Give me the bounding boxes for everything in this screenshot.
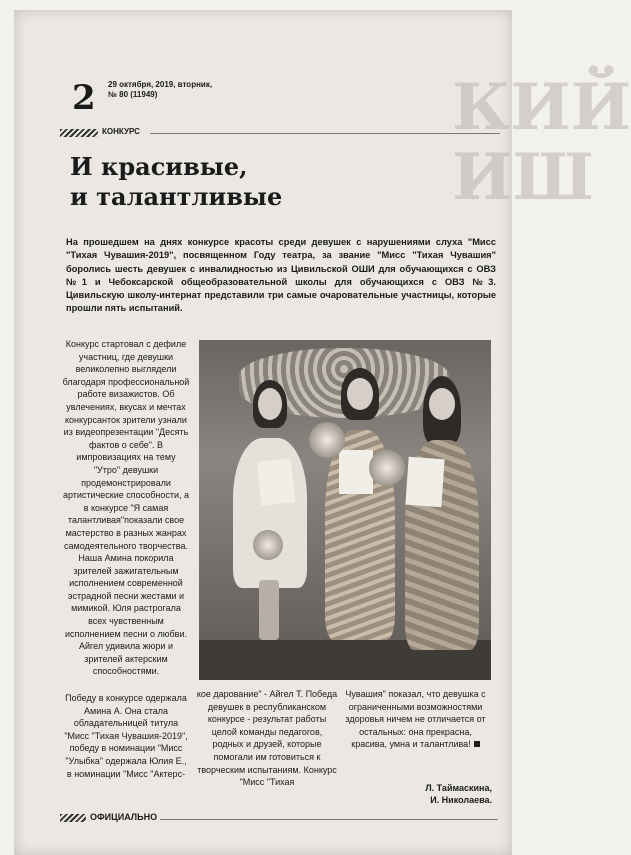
rubric-label: КОНКУРС <box>102 127 140 136</box>
bouquet-3 <box>369 450 405 486</box>
issue-number: № 80 (11949) <box>108 90 158 99</box>
contestants-photo <box>199 340 491 680</box>
face <box>429 388 455 420</box>
background-headline-fragment: КИЙ ИШ <box>452 70 631 215</box>
headline-line-2: и талантливые <box>70 182 283 211</box>
rubric-rule <box>150 133 500 134</box>
article-column-1: Конкурс стартовал с дефиле участниц, где девушки великолепно выглядели благодаря профессиональной работе визажистов. Об увлечениях, вкусах и мечтах конкурсанток зрители узнали из видеопрезентации "Десять фактов о себе". В импровизациях на тему "Утро" девушки продемонстрировали артистические способности, а в конкурсе "Я самая талантливая"показали свое мастерство в разных жанрах самодеятельного творчества. Наша Амина покорила зрителей зажигательным исполнением современной эстрадной песни жестами и мимикой. Юля растрогала всех чувственным исполнением песни о любви. Айгел удивила жюри и зрителей актерским способностями. <box>62 339 190 677</box>
article-column-3 <box>343 688 488 751</box>
article-authors <box>56 782 492 806</box>
certificate-3 <box>405 457 444 507</box>
footer-rubric-label: ОФИЦИАЛЬНО <box>90 812 158 822</box>
certificate-2 <box>339 450 373 494</box>
next-rubric-header <box>60 810 498 826</box>
face <box>347 378 373 410</box>
contestant-figure-2 <box>319 368 399 648</box>
bouquet-2 <box>309 422 345 458</box>
dateline <box>108 80 212 100</box>
article-lead: На прошедшем на днях конкурсе красоты среди девушек с нарушениями слуха "Мисс "Тихая Чувашия-2019", посвященном Году театра, за звание "Мисс "Тихая Чувашия" боролись шесть девушек с инвалидностью из Цивильской ОШИ для обучающихся с ОВЗ №1 и Чебоксарской общеобразовательной школы для обучающихся с ОВЗ №3. Цивильскую школу-интернат представили три самые очаровательные участницы, которые прошли пять испытаний. <box>66 237 496 314</box>
author-2: И. Николаева. <box>430 795 492 805</box>
article-column-1-continued: Победу в конкурсе одержала Амина А. Она стала обладательницей титула "Мисс "Тихая Чувашия-2019", победу в номинации "Мисс "Улыбка" одержала Юлия Е., в номинации "Мисс "Актерс- <box>64 693 188 779</box>
certificate-1 <box>257 458 295 505</box>
contestant-figure-1 <box>229 380 309 640</box>
face <box>258 388 282 420</box>
rubric-header <box>60 127 500 139</box>
footer-stripes <box>60 814 86 822</box>
legs <box>259 580 279 640</box>
headline-line-1: И красивые, <box>70 152 248 181</box>
rubric-stripes <box>60 129 98 137</box>
column-3-text: Чувашия" показал, что девушка с ограниченными возможностями здоровья ничем не отличается от остальных: она прекрасна, красива, умна и талантлива! <box>345 689 486 750</box>
issue-date: 29 октября, 2019, вторник, <box>108 80 213 89</box>
contestant-figure-3 <box>399 376 483 656</box>
article-column-2: кое дарование" - Айгел Т. Победа девушек в республиканском конкурсе - результат работы целой команды педагогов, родных и друзей, которые помогали им готовиться к творческим испытаниям. Конкурс "Мисс "Тихая <box>196 689 338 788</box>
end-mark <box>474 741 480 747</box>
bouquet-1 <box>253 530 283 560</box>
author-1: Л. Таймаскина, <box>425 783 492 793</box>
footer-rule <box>160 819 498 820</box>
page-number: 2 <box>72 78 96 118</box>
article-headline <box>70 152 282 212</box>
